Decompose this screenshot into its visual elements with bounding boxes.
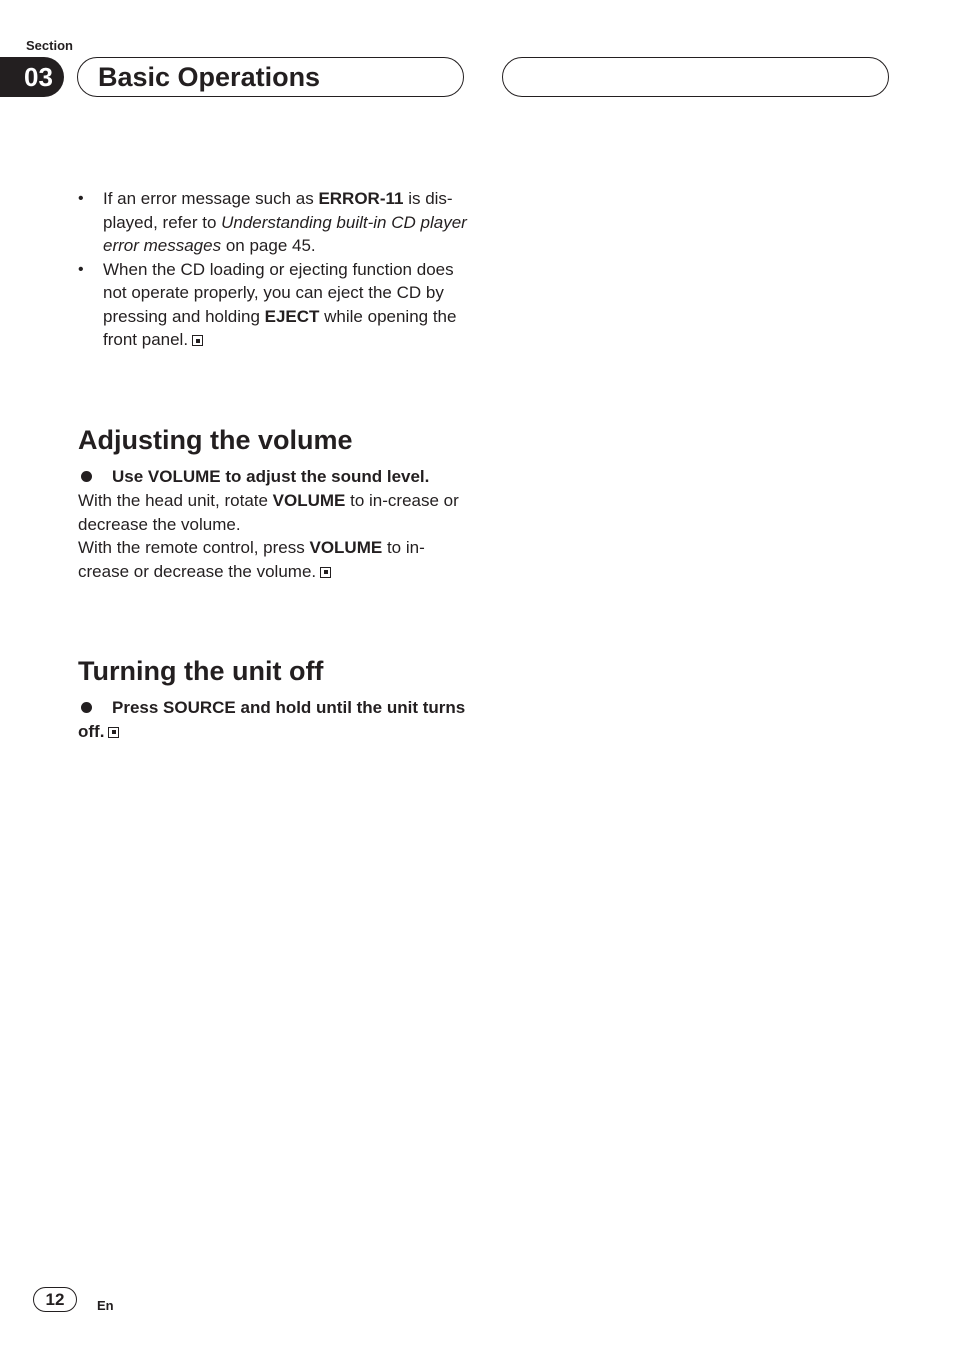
end-of-section-icon (108, 727, 119, 738)
step-bullet-icon (81, 702, 92, 713)
volume-head-unit-text: With the head unit, rotate VOLUME to in-crease or decrease the volume. (78, 491, 459, 534)
list-item: • When the CD loading or ejecting function does not operate properly, you can eject the CD by pressing and holding EJECT while opening the front panel. (78, 258, 468, 352)
section-number: 03 (0, 57, 64, 97)
power-off-heading: Turning the unit off (78, 656, 324, 686)
page-number: 12 (33, 1287, 77, 1312)
empty-header-tab (502, 57, 889, 97)
volume-heading: Adjusting the volume (78, 425, 353, 455)
end-of-section-icon (192, 335, 203, 346)
step-bullet-icon (81, 471, 92, 482)
end-of-section-icon (320, 567, 331, 578)
section-title: Basic Operations (98, 62, 321, 92)
language-code: En (97, 1298, 114, 1313)
volume-remote-text: With the remote control, press VOLUME to in-crease or decrease the volume. (78, 538, 425, 581)
volume-body (78, 489, 468, 583)
power-off-step: Press SOURCE and hold until the unit turns off. (78, 698, 466, 741)
section-label: Section (26, 38, 73, 53)
section-title-tab (77, 57, 464, 97)
volume-step: Use VOLUME to adjust the sound level. (78, 465, 468, 489)
list-item: • If an error message such as ERROR-11 is dis-played, refer to Understanding built-in CD player error messages on page 45. (78, 187, 468, 258)
notes-list (78, 187, 468, 352)
